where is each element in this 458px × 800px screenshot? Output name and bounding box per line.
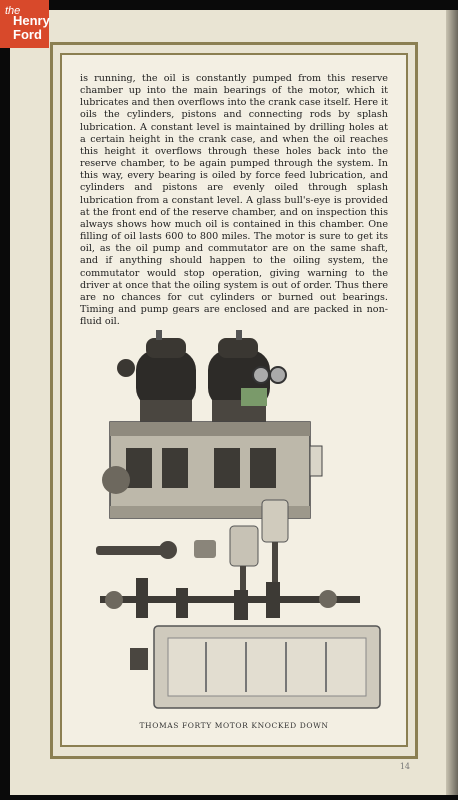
crankshaft	[100, 578, 360, 620]
engine-illustration	[96, 330, 386, 715]
logo-the: the	[5, 5, 21, 17]
page-number: 14	[399, 762, 410, 771]
henry-ford-logo	[0, 0, 49, 48]
logo-ford: Ford	[13, 27, 42, 42]
cylinder-pair-right	[208, 330, 286, 422]
logo-henry: Henry	[13, 13, 50, 28]
oil-pan	[130, 626, 380, 708]
cylinder-pair-left	[117, 330, 196, 422]
page-edge	[446, 10, 458, 795]
body-paragraph: is running, the oil is constantly pumped from this reserve chamber up into the main bearings of the motor, which it lubricates and then overflows into the crank case itself. Here it oils the cylinders, pistons and connecting rods by splash lubrication. A constant level is maintained by drilling holes at a certain height in the crank case, and when the oil reaches this height it overflows through these holes back into the reserve chamber, to be again pumped through the system. In this way, every bearing is oiled by force feed lubrication, and cylinders and pistons are evenly oiled through splash lubrication from a constant level. A glass bull's-eye is provided at the front end of the reserve chamber, and on inspection this always shows how much oil is contained in this chamber. One filling of oil lasts 600 to 800 miles. The motor is sure to get its oil, as the oil pump and commutator are on the same shaft, and if anything should happen to the oiling system, the commutator would stop operation, giving warning to the driver at once that the oiling system is out of order. Thus there are no chances for cut cylinders or burned out bearings. Timing and pump gears are enclosed and are packed in non-fluid oil.	[80, 73, 388, 328]
figure-caption: THOMAS FORTY MOTOR KNOCKED DOWN	[139, 721, 329, 730]
crank-case	[102, 422, 322, 518]
